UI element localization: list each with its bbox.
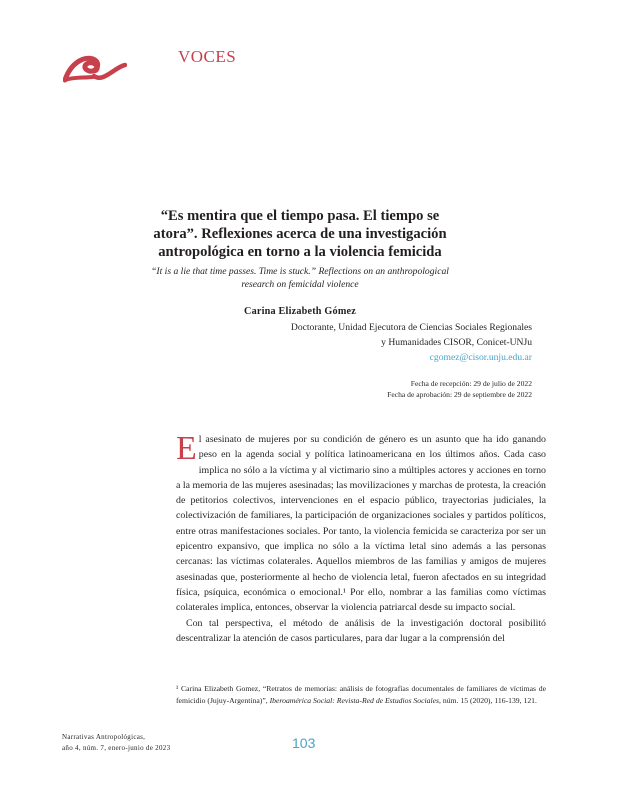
paragraph-1-text: l asesinato de mujeres por su condición de género es un asunto que ha ido ganando peso en la agenda social y política latinoamericana en los últimos años. Cada caso implica no sólo a la víctima y al victimario sino a múltiples actores y acciones en torno a la memoria de las mujeres asesinadas; las movilizaciones y marchas de protesta, la creación de petitorios colectivos, intervenciones en el espacio público, trayectorias judiciales, la colectivización de familiares, la participación de organizaciones sociales y partidos políticos, entre otras manifestaciones sociales. Por tanto, la violencia femicida se caracteriza por ser un epicentro expansivo, que implica no sólo a la víctima letal sino además a las personas cercanas: las víctimas colaterales. Aquellos miembros de las familias y amigos de mujeres asesinadas que, posteriormente al hecho de violencia letal, fueron afectados en su integridad física, psíquica, económica o emocional.¹ Por ello, nombrar a las familias como víctimas colaterales implica, entonces, observar la violencia patriarcal desde su impacto social.: [176, 434, 546, 614]
journal-issue: año 4, núm. 7, enero-junio de 2023: [62, 744, 171, 752]
approved-date: Fecha de aprobación: 29 de septiembre de 2022: [387, 390, 532, 399]
affiliation-line-1: Doctorante, Unidad Ejecutora de Ciencias Sociales Regionales: [290, 322, 532, 333]
received-date: Fecha de recepción: 29 de julio de 2022: [410, 379, 532, 388]
journal-footer: [62, 732, 170, 754]
paragraph-1: [176, 432, 546, 616]
footnote-text: ¹ Carina Elizabeth Gomez, “Retratos de memorias: análisis de fotografías documentales de familiares de víctimas de femicidio (Jujuy-Argentina)”,: [176, 684, 546, 705]
footnote-citation: , núm. 15 (2020), 116-139, 121.: [439, 696, 537, 705]
spiral-wave-logo: [63, 53, 127, 83]
author-name: Carina Elizabeth Gómez: [244, 306, 356, 317]
page-number: 103: [292, 735, 316, 751]
affiliation-line-2: y Humanidades CISOR, Conicet-UNJu: [381, 337, 532, 348]
article-body: [176, 432, 546, 646]
author-affiliation: [200, 320, 532, 365]
section-label: VOCES: [178, 47, 237, 66]
drop-cap: E: [176, 430, 197, 467]
footnote-journal: Iberoamérica Social: Revista-Red de Estudios Sociales: [269, 696, 440, 705]
author-email-link[interactable]: cgomez@cisor.unju.edu.ar: [429, 352, 532, 363]
article-title: “Es mentira que el tiempo pasa. El tiempo se atora”. Reflexiones acerca de una investigación antropológica en torno a la violencia femicida: [153, 208, 447, 260]
paragraph-2: Con tal perspectiva, el método de análisis de la investigación doctoral posibilitó descentralizar la atención de casos particulares, para dar lugar a la comprensión del: [176, 617, 546, 644]
submission-dates: [300, 378, 532, 400]
journal-name: Narrativas Antropológicas,: [62, 733, 146, 741]
article-subtitle: “It is a lie that time passes. Time is stuck.” Reflections on an anthropological research on femicidal violence: [151, 266, 449, 290]
footnote-1: [176, 683, 546, 707]
